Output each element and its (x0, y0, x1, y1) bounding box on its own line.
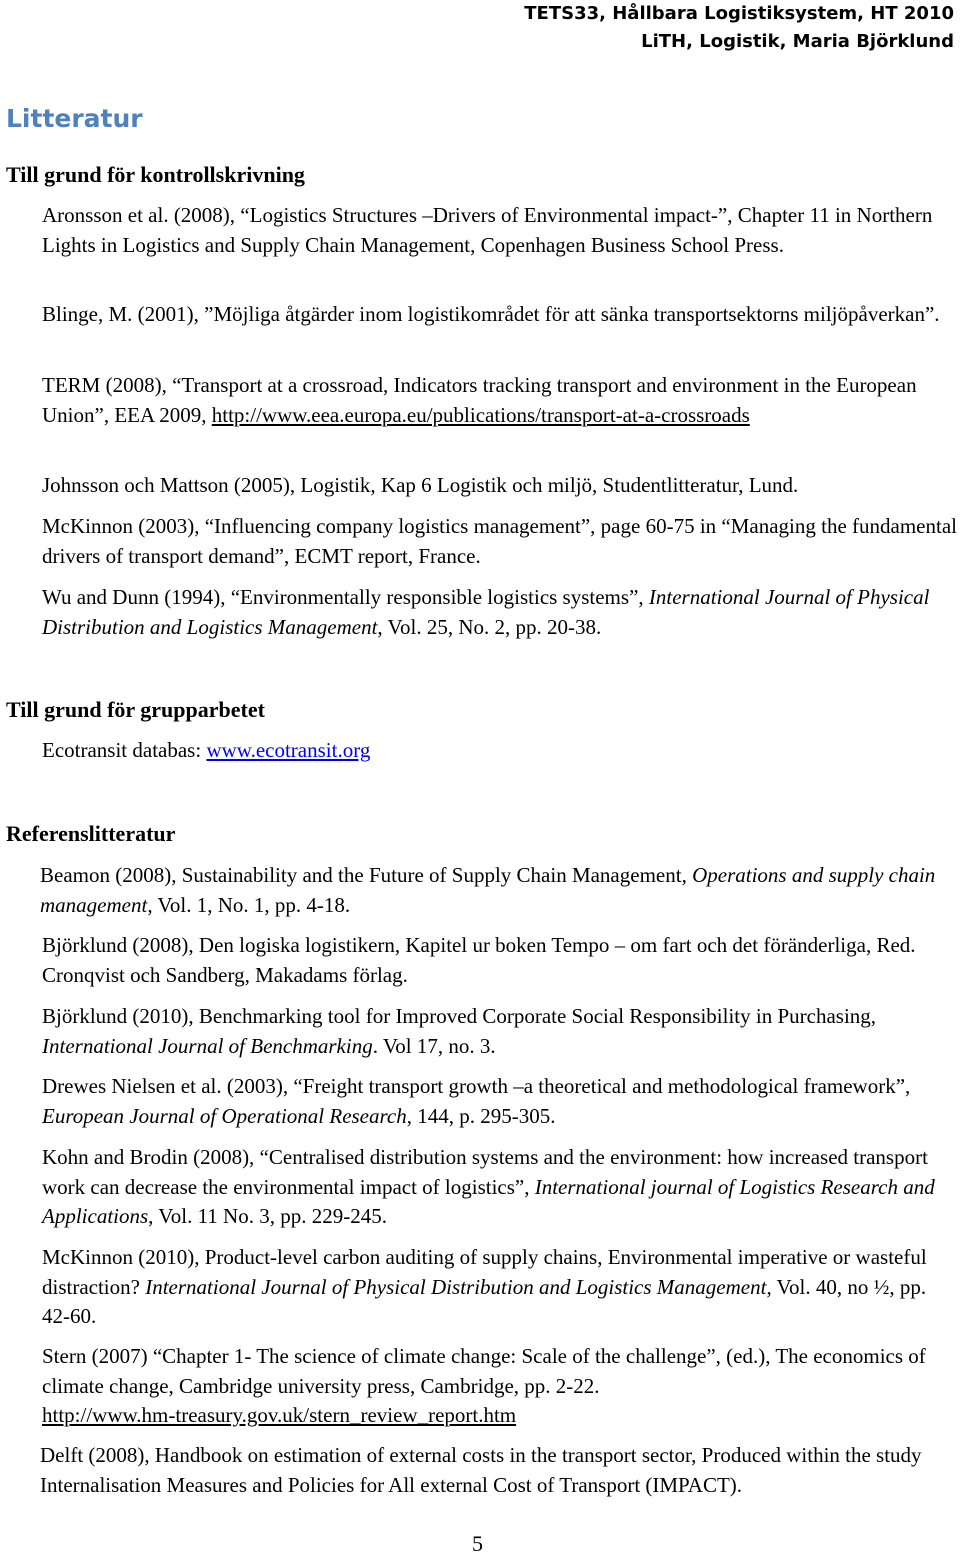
reference-wu-dunn (42, 583, 957, 642)
section-heading-kontrollskrivning: Till grund för kontrollskrivning (6, 162, 305, 187)
reference-mckinnon-2003: McKinnon (2003), “Influencing company logistics management”, page 60-75 in “Managing the fundamental drivers of transport demand”, ECMT report, France. (42, 514, 957, 568)
reference-kohn-volume: , Vol. 11 No. 3, pp. 229-245. (148, 1204, 387, 1228)
reference-drewes-text: Drewes Nielsen et al. (2003), “Freight transport growth –a theoretical and methodological framework”, (42, 1074, 911, 1098)
reference-kohn-text: Kohn and Brodin (2008), “Centralised distribution systems and the environment: how increased transport work can decrease the environmental impact of logistics”, (42, 1145, 928, 1199)
page-number: 5 (472, 1531, 483, 1556)
reference-drewes-journal: European Journal of Operational Research (42, 1103, 407, 1128)
reference-term-text: TERM (2008), “Transport at a crossroad, Indicators tracking transport and environment in the European Union”, EEA 2009, (42, 373, 917, 427)
reference-delft: Delft (2008), Handbook on estimation of external costs in the transport sector, Produced within the study Internalisation Measures and Policies for All external Cost of Transport (IMPACT). (40, 1443, 922, 1497)
reference-wu-volume: , Vol. 25, No. 2, pp. 20-38. (377, 614, 602, 639)
reference-bjorklund-2010-text: Björklund (2010), Benchmarking tool for Improved Corporate Social Responsibility in Purchasing, (42, 1004, 877, 1028)
ecotransit-link[interactable]: www.ecotransit.org (206, 738, 371, 762)
reference-bjorklund-2010-journal: International Journal of Benchmarking (42, 1033, 373, 1058)
reference-blinge: Blinge, M. (2001), ”Möjliga åtgärder inom logistikområdet för att sänka transportsektorns miljöpåverkan”. (42, 302, 940, 326)
reference-mckinnon-2010 (42, 1243, 957, 1332)
reference-mckinnon-2010-journal: International Journal of Physical Distribution and Logistics Management (145, 1274, 767, 1299)
page-title: Litteratur (6, 104, 143, 133)
reference-drewes-volume: , 144, p. 295-305. (406, 1103, 556, 1128)
page-header (524, 0, 954, 56)
reference-beamon-journal: Operations and supply chain management (40, 863, 936, 917)
reference-stern-text: Stern (2007) “Chapter 1- The science of climate change: Scale of the challenge”, (ed.), The economics of climate change, Cambridge university press, Cambridge, pp. 2-22. (42, 1344, 926, 1398)
reference-kohn-brodin (42, 1143, 957, 1232)
reference-bjorklund-2010-volume: . Vol 17, no. 3. (372, 1033, 496, 1058)
reference-stern (42, 1342, 957, 1431)
stern-report-link[interactable]: http://www.hm-treasury.gov.uk/stern_review_report.htm (42, 1403, 517, 1427)
reference-mckinnon-2010-text: McKinnon (2010), Product-level carbon auditing of supply chains, Environmental imperative or wasteful distraction? (42, 1245, 927, 1299)
term-url-link[interactable]: http://www.eea.europa.eu/publications/transport-at-a-crossroads (211, 402, 750, 427)
reference-bjorklund-2008: Björklund (2008), Den logiska logistikern, Kapitel ur boken Tempo – om fart och det föränderliga, Red. Cronqvist och Sandberg, Makadams förlag. (42, 933, 916, 987)
reference-mckinnon-2010-volume: , Vol. 40, no ½, pp. 42-60. (42, 1274, 927, 1328)
reference-bjorklund-2010 (42, 1002, 957, 1061)
reference-drewes-nielsen (42, 1072, 957, 1131)
reference-ecotransit-text: Ecotransit databas: (42, 738, 207, 762)
section-heading-referenslitteratur: Referenslitteratur (6, 821, 176, 846)
header-author-line: LiTH, Logistik, Maria Björklund (641, 31, 954, 52)
header-course-line: TETS33, Hållbara Logistiksystem, HT 2010 (524, 3, 954, 24)
reference-beamon-volume: , Vol. 1, No. 1, pp. 4-18. (147, 892, 351, 917)
reference-wu-journal: International Journal of Physical Distribution and Logistics Management (42, 585, 930, 639)
reference-ecotransit (42, 736, 957, 766)
section-heading-grupparbetet: Till grund för grupparbetet (6, 697, 265, 722)
reference-wu-text: Wu and Dunn (1994), “Environmentally responsible logistics systems”, (42, 585, 649, 609)
reference-term (42, 371, 957, 430)
reference-beamon (40, 861, 955, 920)
reference-kohn-journal: International journal of Logistics Research and Applications (42, 1174, 935, 1228)
reference-aronsson: Aronsson et al. (2008), “Logistics Structures –Drivers of Environmental impact-”, Chapter 11 in Northern Lights in Logistics and Supply Chain Management, Copenhagen Business School Press. (42, 203, 933, 257)
reference-johnsson: Johnsson och Mattson (2005), Logistik, Kap 6 Logistik och miljö, Studentlitteratur, Lund. (42, 473, 799, 497)
reference-beamon-text: Beamon (2008), Sustainability and the Future of Supply Chain Management, (40, 863, 693, 887)
